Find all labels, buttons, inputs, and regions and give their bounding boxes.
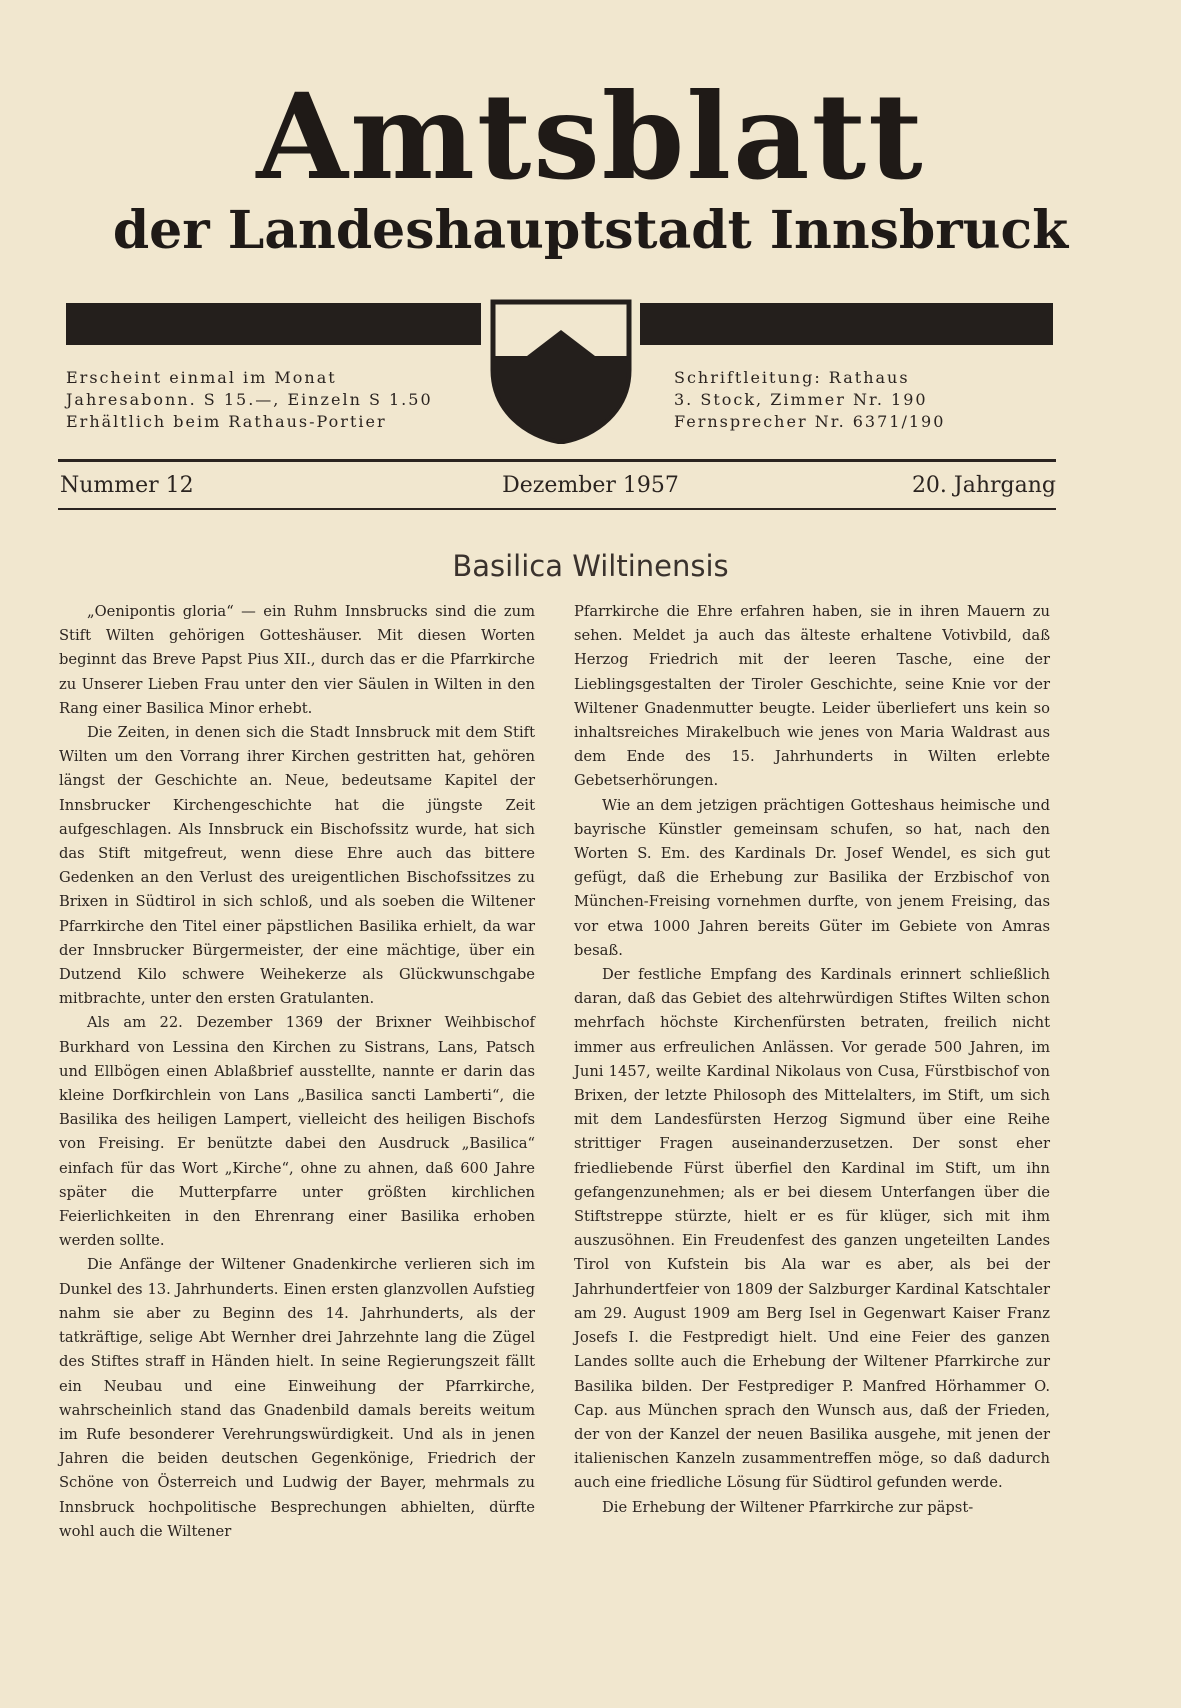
article-paragraph: Die Zeiten, in denen sich die Stadt Innsbruck mit dem Stift Wilten um den Vorrang ihrer Kirchen gestritten hat, gehören längst der Geschichte an. Neue, bedeutsame Kapitel der Innsbrucker Kirchengeschichte hat die jüngste Zeit aufgeschlagen. Als Innsbruck ein Bischofssitz wurde, hat sich das Stift mitgefreut, wenn diese Ehre auch das bittere Gedenken an den Verlust des ureigentlichen Bischofssitzes zu Brixen in Südtirol in sich schloß, und als soeben die Wiltener Pfarrkirche den Titel einer päpstlichen Basilika erhielt, da war der Innsbrucker Bürgermeister, der eine mächtige, über ein Dutzend Kilo schwere Weihekerze als Glückwunschgabe mitbrachte, unter den ersten Gratulanten. bbox=[59, 724, 535, 1008]
article-paragraph: Pfarrkirche die Ehre erfahren haben, sie in ihren Mauern zu sehen. Meldet ja auch das älteste erhaltene Votivbild, daß Herzog Friedrich mit der leeren Tasche, eine der Lieblingsgestalten der Tiroler Geschichte, seine Knie vor der Wiltener Gnadenmutter beugte. Leider überliefert uns kein so inhaltsreiches Mirakelbuch wie jenes von Maria Waldrast aus dem Ende des 15. Jahrhunderts in Wilten erlebte Gebetserhörungen. bbox=[574, 603, 1050, 790]
issue-year: 20. Jahrgang bbox=[911, 473, 1056, 498]
article-paragraph: Die Anfänge der Wiltener Gnadenkirche verlieren sich im Dunkel des 13. Jahrhunderts. Einen ersten glanzvollen Aufstieg nahm sie aber zu Beginn des 14. Jahrhunderts, als der tatkräftige, selige Abt Wernher drei Jahrzehnte lang die Zügel des Stiftes straff in Händen hielt. In seine Regierungszeit fällt ein Neubau und eine Einweihung der Pfarrkirche, wahrscheinlich stand das Gnadenbild damals bereits weitum im Rufe besonderer Verehrungswürdigkeit. Und als in jenen Jahren die beiden deutschen Gegenkönige, Friedrich der Schöne von Österreich und Ludwig der Bayer, mehrmals zu Innsbruck hochpolitische Besprechungen abhielten, dürfte wohl auch die Wiltener bbox=[59, 1256, 535, 1540]
article-paragraph: Wie an dem jetzigen prächtigen Gotteshaus heimische und bayrische Künstler gemeinsam schufen, so hat, nach den Worten S. Em. des Kardinals Dr. Josef Wendel, es sich gut gefügt, daß die Erhebung zur Basilika der Erzbischof von München-Freising vornehmen durfte, von jenem Freising, das vor etwa 1000 Jahren bereits Güter im Gebiete von Amras besaß. bbox=[574, 796, 1050, 959]
coat-of-arms-icon bbox=[487, 298, 635, 444]
issue-number: Nummer 12 bbox=[60, 473, 194, 498]
info-line: Erhältlich beim Rathaus-Portier bbox=[66, 412, 387, 431]
info-line: Jahresabonn. S 15.—, Einzeln S 1.50 bbox=[66, 390, 433, 409]
article-column-left bbox=[59, 600, 535, 1544]
editorial-info bbox=[674, 367, 1094, 433]
article-paragraph: Der festliche Empfang des Kardinals erinnert schließlich daran, daß das Gebiet des altehrwürdigen Stiftes Wilten schon mehrfach höchste Kirchenfürsten betraten, freilich nicht immer aus erfreulichen Anlässen. Vor gerade 500 Jahren, im Juni 1457, weilte Kardinal Nikolaus von Cusa, Fürstbischof von Brixen, der letzte Philosoph des Mittelalters, im Stift, um sich mit dem Landesfürsten Herzog Sigmund über eine Reihe strittiger Fragen auseinanderzusetzen. Der sonst eher friedliebende Fürst überfiel den Kardinal im Stift, um ihn gefangenzunehmen; als er bei diesem Unterfangen über die Stiftstreppe stürzte, hielt er es für klüger, sich mit ihm auszusöhnen. Ein Freudenfest des ganzen ungeteilten Landes Tirol von Kufstein bis Ala war es aber, als bei der Jahrhundertfeier von 1809 der Salzburger Kardinal Katschtaler am 29. August 1909 am Berg Isel in Gegenwart Kaiser Franz Josefs I. die Festpredigt hielt. Und eine Feier des ganzen Landes sollte auch die Erhebung der Wiltener Pfarrkirche zur Basilika bilden. Der Festprediger P. Manfred Hörhammer O. Cap. aus München sprach den Wunsch aus, daß der Frieden, der von der Kanzel der neuen Basilika ausgehe, mit jenen der italienischen Kanzeln zusammentreffen möge, so daß dadurch auch eine friedliche Lösung für Südtirol gefunden werde. bbox=[574, 966, 1050, 1492]
divider-rule bbox=[58, 508, 1056, 510]
divider-rule bbox=[58, 459, 1056, 462]
article-column-right bbox=[574, 600, 1050, 1520]
article-title: Basilica Wiltinensis bbox=[452, 549, 729, 583]
info-line: Erscheint einmal im Monat bbox=[66, 368, 337, 387]
article-paragraph: Die Erhebung der Wiltener Pfarrkirche zur päpst- bbox=[602, 1498, 974, 1516]
masthead-subtitle: der Landeshauptstadt Innsbruck bbox=[112, 200, 1069, 261]
masthead-title: Amtsblatt bbox=[256, 67, 925, 206]
info-line: 3. Stock, Zimmer Nr. 190 bbox=[674, 390, 928, 409]
info-line: Fernsprecher Nr. 6371/190 bbox=[674, 412, 946, 431]
subscription-info bbox=[66, 367, 466, 433]
issue-date: Dezember 1957 bbox=[502, 473, 679, 498]
masthead-bar-left bbox=[66, 303, 481, 345]
article-paragraph: „Oenipontis gloria“ — ein Ruhm Innsbrucks sind die zum Stift Wilten gehörigen Gotteshäuser. Mit diesen Worten beginnt das Breve Papst Pius XII., durch das er die Pfarrkirche zu Unserer Lieben Frau unter den vier Säulen in Wilten in den Rang einer Basilica Minor erhebt. bbox=[59, 603, 535, 717]
info-line: Schriftleitung: Rathaus bbox=[674, 368, 910, 387]
article-paragraph: Als am 22. Dezember 1369 der Brixner Weihbischof Burkhard von Lessina den Kirchen zu Sistrans, Lans, Patsch und Ellbögen einen Ablaßbrief ausstellte, nannte er darin das kleine Dorfkirchlein von Lans „Basilica sancti Lamberti“, die Basilika des heiligen Lampert, vielleicht des heiligen Bischofs von Freising. Er benützte dabei den Ausdruck „Basilica“ einfach für das Wort „Kirche“, ohne zu ahnen, daß 600 Jahre später die Mutterpfarre unter größten kirchlichen Feierlichkeiten in den Ehrenrang einer Basilika erhoben werden sollte. bbox=[59, 1014, 535, 1250]
masthead-bar-right bbox=[640, 303, 1053, 345]
